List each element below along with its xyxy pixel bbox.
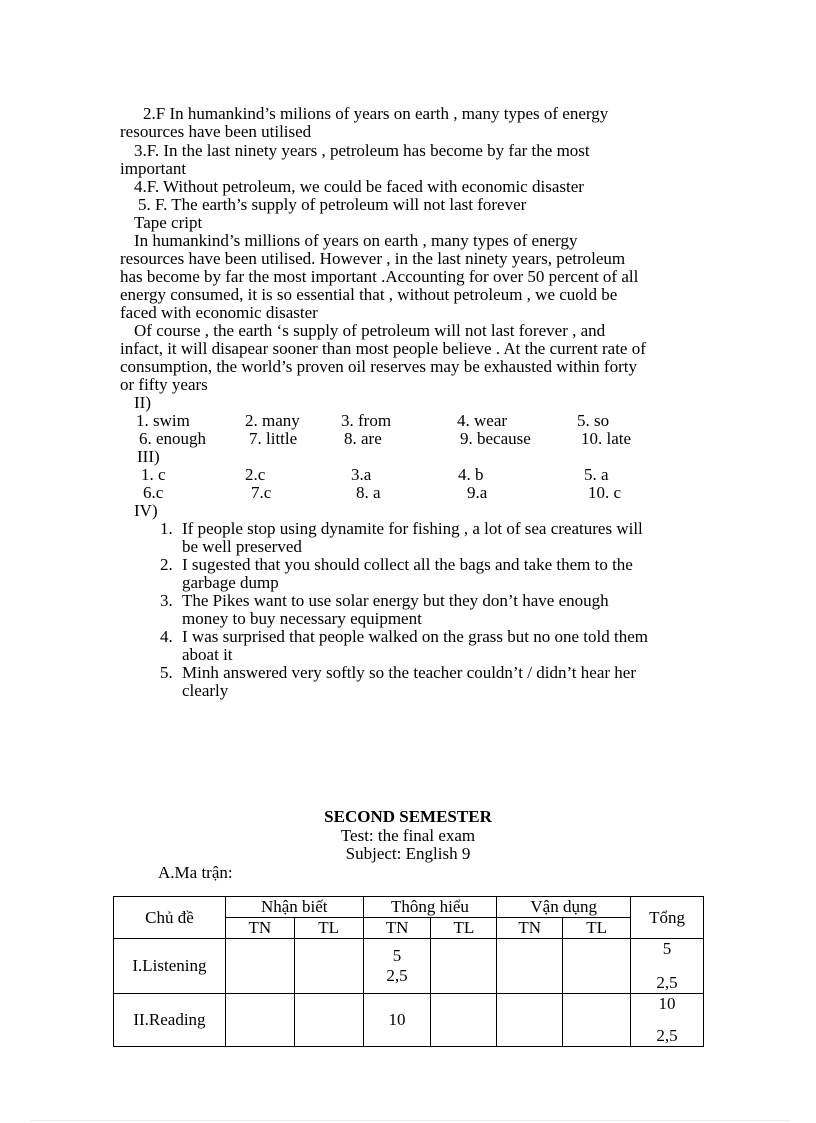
answer-cell: 1. swim — [136, 411, 190, 430]
table-cell — [363, 939, 431, 994]
total-cell — [631, 994, 704, 1047]
list-item-line: clearly — [182, 681, 229, 700]
answer-cell: 2.c — [245, 465, 266, 484]
answer-line: 5. F. The earth’s supply of petroleum will not last forever — [138, 195, 527, 214]
table-cell — [363, 994, 431, 1047]
tapescript-line: consumption, the world’s proven oil reserves may be exhausted within forty — [120, 357, 637, 376]
tapescript-line: In humankind’s millions of years on earth , many types of energy — [134, 231, 578, 250]
row-topic: I.Listening — [114, 939, 226, 994]
list-number: 2. — [160, 555, 173, 574]
answer-line: 2.F In humankind’s milions of years on earth , many types of energy — [143, 104, 609, 123]
cell-value: 5 — [662, 939, 672, 958]
tapescript-line: energy consumed, it is so essential that , without petroleum , we cuold be — [120, 285, 618, 304]
list-item-line: The Pikes want to use solar energy but they don’t have enough — [182, 591, 609, 610]
header-nhan-biet: Nhận biết — [225, 897, 363, 918]
matrix-table — [113, 896, 704, 1047]
cell-value: 10 — [658, 994, 676, 1013]
section-label: IV) — [134, 501, 158, 520]
cell-value: 2,5 — [656, 1026, 678, 1045]
answer-cell: 6. enough — [139, 429, 207, 448]
row-topic: II.Reading — [114, 994, 226, 1047]
subheader-tl: TL — [294, 918, 363, 939]
subheader-tn: TN — [363, 918, 431, 939]
table-cell — [431, 939, 497, 994]
tapescript-line: Of course , the earth ‘s supply of petroleum will not last forever , and — [134, 321, 606, 340]
cell-value: 5 — [392, 946, 402, 965]
answer-cell: 9.a — [467, 483, 488, 502]
subheader-tl: TL — [431, 918, 497, 939]
header-van-dung: Vận dụng — [497, 897, 631, 918]
page-divider — [30, 1120, 790, 1121]
answer-cell: 8. are — [344, 429, 382, 448]
section-label: II) — [134, 393, 151, 412]
tapescript-line: or fifty years — [120, 375, 208, 394]
table-cell — [294, 939, 363, 994]
tapescript-heading: Tape cript — [134, 213, 203, 232]
list-number: 3. — [160, 591, 173, 610]
answer-cell: 2. many — [245, 411, 300, 430]
list-number: 4. — [160, 627, 173, 646]
answer-line: 3.F. In the last ninety years , petroleum has become by far the most — [134, 141, 590, 160]
table-cell — [563, 994, 631, 1047]
answer-cell: 4. b — [458, 465, 484, 484]
list-item-line: money to buy necessary equipment — [182, 609, 422, 628]
list-item-line: If people stop using dynamite for fishing , a lot of sea creatures will — [182, 519, 643, 538]
table-cell — [225, 994, 294, 1047]
total-cell — [631, 939, 704, 994]
answer-cell: 6.c — [143, 483, 164, 502]
list-number: 1. — [160, 519, 173, 538]
cell-value: 2,5 — [386, 966, 408, 985]
list-item-line: I was surprised that people walked on the grass but no one told them — [182, 627, 648, 646]
header-topic: Chủ đề — [114, 897, 226, 939]
list-item-line: garbage dump — [182, 573, 279, 592]
tapescript-line: infact, it will disapear sooner than most people believe . At the current rate of — [120, 339, 646, 358]
table-cell — [563, 939, 631, 994]
list-item-line: aboat it — [182, 645, 233, 664]
answer-cell: 5. so — [577, 411, 610, 430]
cell-value: 2,5 — [656, 973, 678, 992]
answer-line: important — [120, 159, 187, 178]
matrix-label: A.Ma trận: — [158, 863, 233, 882]
answer-cell: 7. little — [249, 429, 298, 448]
section-label: III) — [137, 447, 160, 466]
subheader-tl: TL — [563, 918, 631, 939]
answer-cell: 5. a — [584, 465, 609, 484]
subheader-tn: TN — [225, 918, 294, 939]
answer-cell: 10. late — [581, 429, 632, 448]
answer-cell: 3.a — [351, 465, 372, 484]
cell-value: 10 — [388, 1010, 406, 1029]
answer-cell: 4. wear — [457, 411, 508, 430]
tapescript-line: faced with economic disaster — [120, 303, 318, 322]
table-cell — [431, 994, 497, 1047]
list-item-line: be well preserved — [182, 537, 302, 556]
table-cell — [497, 939, 563, 994]
answer-cell: 9. because — [460, 429, 531, 448]
answer-line: resources have been utilised — [120, 122, 312, 141]
header-thong-hieu: Thông hiểu — [363, 897, 497, 918]
table-cell — [225, 939, 294, 994]
list-item-line: Minh answered very softly so the teacher couldn’t / didn’t hear her — [182, 663, 636, 682]
answer-cell: 7.c — [251, 483, 272, 502]
tapescript-line: resources have been utilised. However , in the last ninety years, petroleum — [120, 249, 626, 268]
table-cell — [294, 994, 363, 1047]
subheader-tn: TN — [497, 918, 563, 939]
answer-cell: 3. from — [341, 411, 392, 430]
header-total: Tổng — [631, 897, 704, 939]
exam-test: Test: the final exam — [340, 826, 476, 845]
list-number: 5. — [160, 663, 173, 682]
table-cell — [497, 994, 563, 1047]
answer-cell: 10. c — [588, 483, 622, 502]
exam-subject: Subject: English 9 — [345, 844, 471, 863]
answer-line: 4.F. Without petroleum, we could be faced with economic disaster — [134, 177, 584, 196]
answer-cell: 1. c — [141, 465, 166, 484]
tapescript-line: has become by far the most important .Accounting for over 50 percent of all — [120, 267, 639, 286]
list-item-line: I sugested that you should collect all the bags and take them to the — [182, 555, 633, 574]
exam-title: SECOND SEMESTER — [324, 807, 492, 826]
answer-cell: 8. a — [356, 483, 381, 502]
